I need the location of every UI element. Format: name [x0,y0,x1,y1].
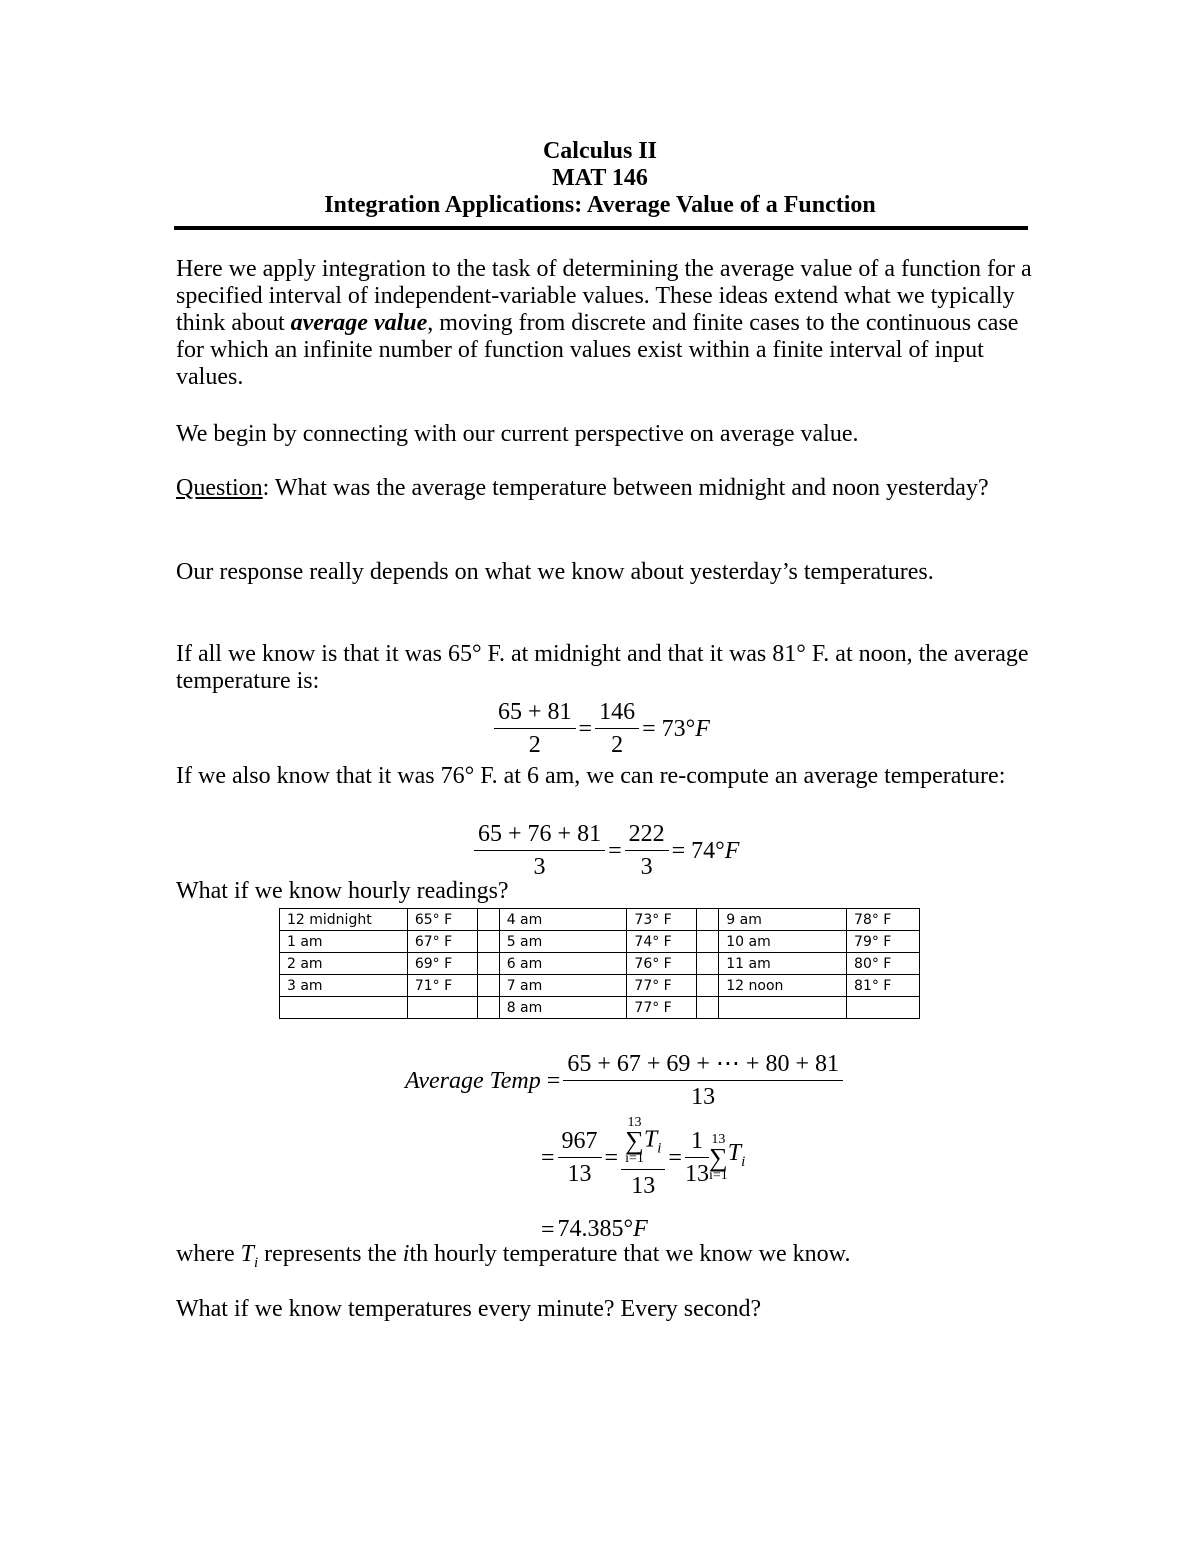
eq1-fraction-a: $\frac{65 + 81}{2}$ [494,699,576,758]
eq2-equals-2: = [671,837,686,864]
table-cell: 80° F [847,953,920,975]
closing-paragraph [176,1296,1036,1323]
hourly-question [176,878,1036,905]
case1-text: If all we know is that it was 65° F. at midnight and that it was 81° F. at noon, the average temperature is: [176,641,1029,694]
title-rule [174,226,1028,230]
table-cell: 77° F [627,975,697,997]
table-cell: 12 noon [719,975,847,997]
table-cell [847,997,920,1019]
table-cell: 78° F [847,909,920,931]
table-cell: 7 am [499,975,627,997]
table-cell: 9 am [719,909,847,931]
intro-text-2: , moving from discrete and finite cases to the continuous case for which an infinite number of function values exist within a finite interval of input values. [176,310,1019,390]
case2-paragraph [176,763,1036,790]
where-paragraph: where $T_i$ represents the ith hourly temperature that we know we know. [176,1241,851,1271]
table-cell [477,931,499,953]
equation-2 [474,821,742,880]
table-cell: 3 am [280,975,408,997]
table-cell [477,909,499,931]
hourly-temperature-table [279,908,920,1019]
sigma-sum-2: 13 ∑ i=1 [708,1131,728,1183]
equation-3-result: = 74.385°F [541,1216,648,1244]
eq2-result: 74°F [691,837,740,864]
table-cell [719,997,847,1019]
eq1-fraction-b: $\frac{146}{2}$ [595,699,639,758]
table-cell: 81° F [847,975,920,997]
table-cell [697,975,719,997]
eq1-result: 73°F [661,715,710,742]
table-cell: 76° F [627,953,697,975]
eq3-fraction: $\frac{65 + 67 + 69 + \cdots + 80 + 81}{13}$ [563,1051,843,1110]
table-cell [697,909,719,931]
table-cell: 74° F [627,931,697,953]
closing-text: What if we know temperatures every minute? Every second? [176,1296,762,1322]
intro-paragraph [176,256,1036,391]
equation-3-step-2: = $\frac{967}{13}$ = 13 ∑ i=1 $T_i$ 13 = $\frac{1}{13}$ 13 ∑ i=1 $T_i$ [541,1115,746,1199]
table-row [280,931,920,953]
table-cell [280,997,408,1019]
table-row [280,953,920,975]
eq3-fraction-sum: 13 ∑ i=1 $T_i$ 13 [621,1116,665,1199]
table-cell: 6 am [499,953,627,975]
table-cell [697,953,719,975]
table-cell [697,931,719,953]
table-cell: 4 am [499,909,627,931]
table-cell: 71° F [407,975,477,997]
table-cell: 11 am [719,953,847,975]
case1-paragraph [176,641,1036,695]
eq1-equals-1: = [578,715,593,742]
eq2-fraction-a: $\frac{65 + 76 + 81}{3}$ [474,821,605,880]
begin-paragraph [176,421,1036,448]
eq2-equals-1: = [608,837,622,864]
table-cell: 79° F [847,931,920,953]
course-title: Calculus II [542,138,658,164]
response-text: Our response really depends on what we know about yesterday’s temperatures. [176,559,934,585]
table-cell: 65° F [407,909,477,931]
table-cell: 69° F [407,953,477,975]
question-text: : What was the average temperature between midnight and noon yesterday? [262,475,989,501]
table-cell [477,975,499,997]
table-row [280,975,920,997]
eq3-label: Average Temp [405,1067,541,1094]
table-row [280,909,920,931]
sigma-sum-1: 13 ∑ i=1 [625,1115,644,1166]
table-cell [697,997,719,1019]
table-cell: 1 am [280,931,408,953]
table-row [280,997,920,1019]
table-cell: 2 am [280,953,408,975]
equation-3-average-temp [402,1051,843,1110]
intro-text-1: Here we apply integration to the task of determining the average value of a function for a specified interval of independent-variable values. These ideas extend what we typically think about [176,256,1032,336]
topic-title: Integration Applications: Average Value of a Function [324,192,876,218]
eq2-fraction-b: $\frac{222}{3}$ [625,821,669,880]
table-cell: 73° F [627,909,697,931]
response-paragraph [176,559,1036,586]
table-cell: 12 midnight [280,909,408,931]
question-paragraph [176,475,1036,502]
table-cell: 8 am [499,997,627,1019]
intro-emphasis: average value [290,310,428,336]
table-cell: 77° F [627,997,697,1019]
course-code: MAT 146 [552,165,648,191]
eq1-equals-2: = [642,715,656,742]
title-block [0,138,1200,219]
case2-text: If we also know that it was 76° F. at 6 am, we can re-compute an average temperature: [176,763,1006,789]
begin-text: We begin by connecting with our current perspective on average value. [176,421,859,447]
table-cell: 5 am [499,931,627,953]
eq3-fraction-967: $\frac{967}{13}$ [558,1128,602,1187]
table-cell [477,997,499,1019]
table-cell [477,953,499,975]
hourly-question-text: What if we know hourly readings? [176,878,509,904]
question-label: Question [176,475,263,501]
eq3-one-thirteenth: $\frac{1}{13}$ [684,1128,709,1187]
table-cell [407,997,477,1019]
table-cell: 67° F [407,931,477,953]
eq3-equals: = [546,1067,561,1094]
table-cell: 10 am [719,931,847,953]
equation-1 [494,699,713,758]
